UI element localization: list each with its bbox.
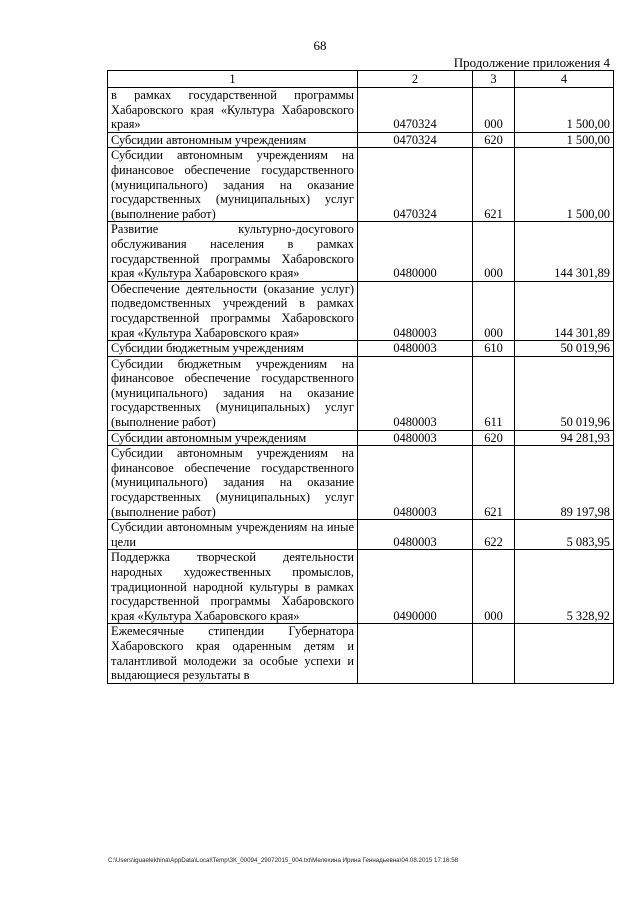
- page-number: 68: [313, 38, 327, 53]
- row-expense-type: 000: [473, 88, 515, 133]
- row-description: в рамках государственной программы Хабаровского края «Культура Хабаровского края»: [108, 88, 358, 133]
- column-header: 4: [515, 71, 614, 88]
- row-code: 0470324: [358, 88, 473, 133]
- row-description: Субсидии автономным учреждениям на финансовое обеспечение государственного (муниципального) задания на оказание государственных (муниципальных) услуг (выполнение работ): [108, 446, 358, 520]
- row-description: Субсидии бюджетным учреждениям: [108, 341, 358, 357]
- row-code: 0480003: [358, 356, 473, 430]
- row-description: Субсидии автономным учреждениям на иные цели: [108, 520, 358, 550]
- row-amount: 50 019,96: [515, 341, 614, 357]
- row-amount: [515, 624, 614, 683]
- row-code: 0480003: [358, 520, 473, 550]
- table-row: [108, 430, 614, 446]
- row-expense-type: 620: [473, 132, 515, 148]
- row-expense-type: 621: [473, 148, 515, 222]
- table-row: [108, 222, 614, 281]
- row-description: Субсидии автономным учреждениям: [108, 132, 358, 148]
- row-expense-type: 000: [473, 550, 515, 624]
- row-description: Поддержка творческой деятельности народных художественных промыслов, традиционной народной культуры в рамках государственной программы Хабаровского края «Культура Хабаровского края»: [108, 550, 358, 624]
- row-description: Обеспечение деятельности (оказание услуг) подведомственных учреждений в рамках государственной программы Хабаровского края «Культура Хабаровского края»: [108, 281, 358, 340]
- row-expense-type: 000: [473, 222, 515, 281]
- row-expense-type: 622: [473, 520, 515, 550]
- column-header: 1: [108, 71, 358, 88]
- row-amount: 50 019,96: [515, 356, 614, 430]
- row-amount: 1 500,00: [515, 132, 614, 148]
- table-row: [108, 446, 614, 520]
- row-amount: 5 328,92: [515, 550, 614, 624]
- row-description: Развитие культурно-досугового обслуживания населения в рамках государственной программы Хабаровского края «Культура Хабаровского края»: [108, 222, 358, 281]
- table-row: [108, 281, 614, 340]
- row-description: Субсидии бюджетным учреждениям на финансовое обеспечение государственного (муниципального) задания на оказание государственных (муниципальных) услуг (выполнение работ): [108, 356, 358, 430]
- table-row: [108, 550, 614, 624]
- table-header-row: [108, 71, 614, 88]
- table-row: [108, 624, 614, 683]
- column-header: 3: [473, 71, 515, 88]
- table-row: [108, 341, 614, 357]
- table-row: [108, 520, 614, 550]
- row-code: [358, 624, 473, 683]
- row-amount: 1 500,00: [515, 88, 614, 133]
- row-description: Субсидии автономным учреждениям на финансовое обеспечение государственного (муниципального) задания на оказание государственных (муниципальных) услуг (выполнение работ): [108, 148, 358, 222]
- row-description: Субсидии автономным учреждениям: [108, 430, 358, 446]
- appendix-continuation-label: Продолжение приложения 4: [453, 55, 610, 70]
- row-amount: 144 301,89: [515, 222, 614, 281]
- row-code: 0470324: [358, 132, 473, 148]
- row-expense-type: 610: [473, 341, 515, 357]
- row-amount: 1 500,00: [515, 148, 614, 222]
- table-row: [108, 132, 614, 148]
- table-row: [108, 88, 614, 133]
- row-code: 0480003: [358, 281, 473, 340]
- row-amount: 5 083,95: [515, 520, 614, 550]
- row-expense-type: 621: [473, 446, 515, 520]
- row-expense-type: 620: [473, 430, 515, 446]
- row-amount: 89 197,98: [515, 446, 614, 520]
- row-amount: 94 281,93: [515, 430, 614, 446]
- table-row: [108, 148, 614, 222]
- row-expense-type: [473, 624, 515, 683]
- budget-table: [107, 70, 614, 684]
- file-path-footer: C:\Users\iguaelekhina\AppData\Local\Temp\ЗК_00094_29072015_004.txt\Мелехина Ирина Геннадьевна\04.08.2015 17:16:58: [108, 857, 459, 864]
- row-code: 0490000: [358, 550, 473, 624]
- row-code: 0480003: [358, 430, 473, 446]
- row-expense-type: 611: [473, 356, 515, 430]
- row-code: 0470324: [358, 148, 473, 222]
- row-expense-type: 000: [473, 281, 515, 340]
- row-code: 0480003: [358, 341, 473, 357]
- row-description: Ежемесячные стипендии Губернатора Хабаровского края одаренным детям и талантливой молодежи за особые успехи и выдающиеся результаты в: [108, 624, 358, 683]
- row-code: 0480003: [358, 446, 473, 520]
- table-row: [108, 356, 614, 430]
- row-amount: 144 301,89: [515, 281, 614, 340]
- column-header: 2: [358, 71, 473, 88]
- row-code: 0480000: [358, 222, 473, 281]
